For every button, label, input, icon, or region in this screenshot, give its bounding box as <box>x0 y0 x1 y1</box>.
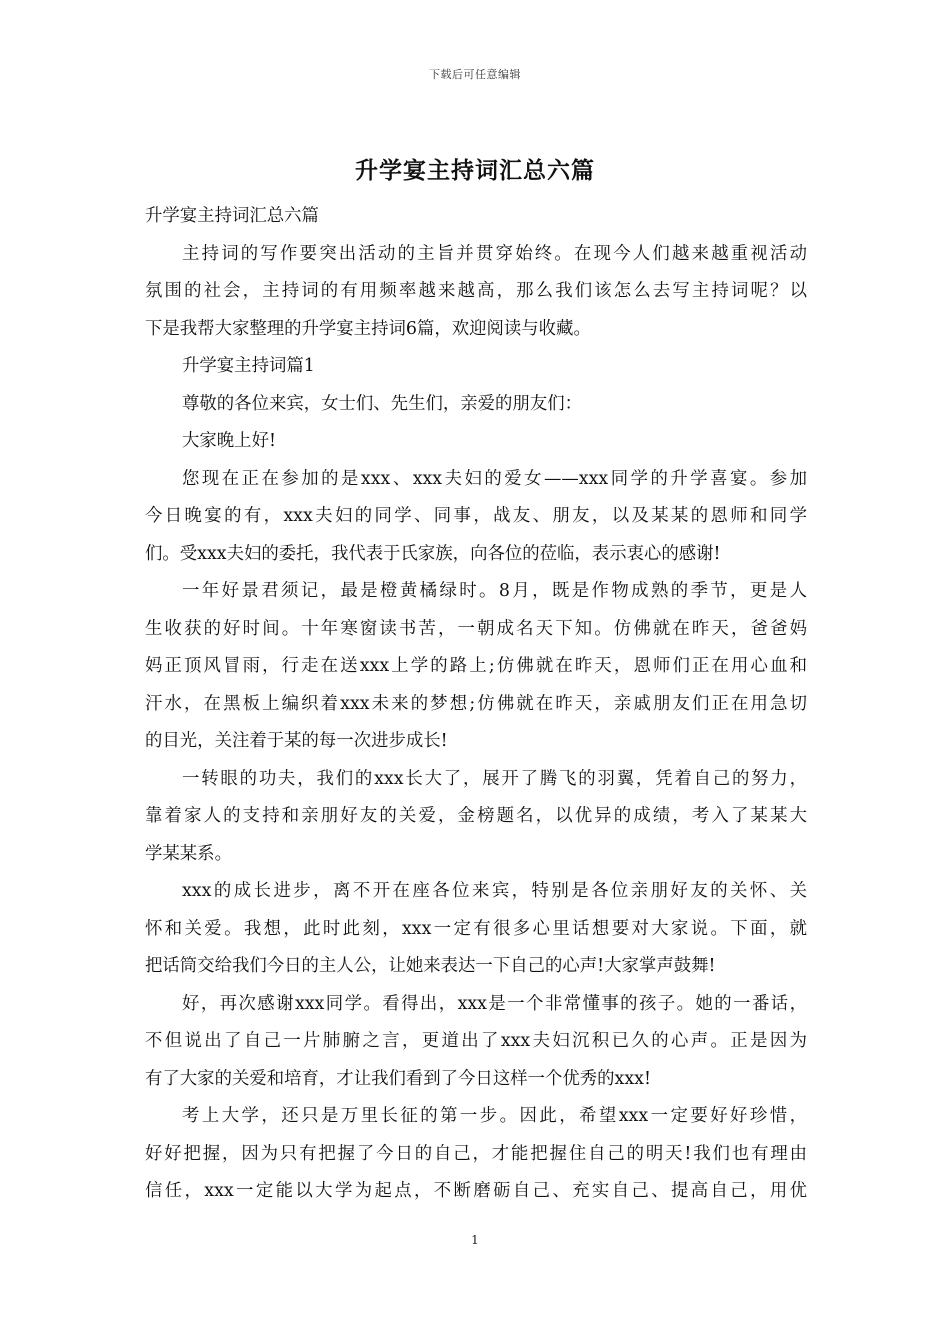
text-line: xxx的成长进步，离不开在座各位来宾，特别是各位亲朋好友的关怀、关 <box>182 881 807 901</box>
text-line: 大家晚上好! <box>182 431 276 451</box>
text-line: 们。受xxx夫妇的委托，我代表于氏家族，向各位的莅临，表示衷心的感谢! <box>145 543 721 564</box>
header-note: 下载后可任意编辑 <box>429 68 521 81</box>
text-line: 您现在正在参加的是xxx、xxx夫妇的爱女——xxx同学的升学喜宴。参加 <box>182 468 807 489</box>
document-body <box>145 198 807 1211</box>
text-line: 信任，xxx一定能以大学为起点，不断磨砺自己、充实自己、提高自己，用优 <box>145 1181 807 1201</box>
text-line: 升学宴主持词篇1 <box>182 356 315 376</box>
text-line: 氛围的社会，主持词的有用频率越来越高，那么我们该怎么去写主持词呢？以 <box>145 281 807 301</box>
text-line: 一年好景君须记，最是橙黄橘绿时。8月，既是作物成熟的季节，更是人 <box>182 581 807 601</box>
page-number: 1 <box>471 1233 479 1247</box>
text-line: 升学宴主持词汇总六篇 <box>145 206 319 226</box>
text-line: 尊敬的各位来宾，女士们、先生们，亲爱的朋友们： <box>182 393 582 414</box>
text-line: 今日晚宴的有，xxx夫妇的同学、同事，战友、朋友，以及某某的恩师和同学 <box>145 506 807 526</box>
text-line: 怀和关爱。我想，此时此刻，xxx一定有很多心里话想要对大家说。下面，就 <box>145 918 807 939</box>
text-line: 生收获的好时间。十年寒窗读书苦，一朝成名天下知。仿佛就在昨天，爸爸妈 <box>145 618 807 639</box>
document-title: 升学宴主持词汇总六篇 <box>355 157 595 184</box>
text-line: 的目光，关注着于某的每一次进步成长! <box>145 731 448 751</box>
text-line: 靠着家人的支持和亲朋好友的关爱，金榜题名，以优异的成绩，考入了某某大 <box>145 806 807 826</box>
text-line: 考上大学，还只是万里长征的第一步。因此，希望xxx一定要好好珍惜， <box>182 1106 807 1126</box>
text-line: 有了大家的关爱和培育，才让我们看到了今日这样一个优秀的xxx! <box>145 1068 651 1089</box>
text-line: 下是我帮大家整理的升学宴主持词6篇，欢迎阅读与收藏。 <box>145 318 591 339</box>
text-line: 好好把握，因为只有把握了今日的自己，才能把握住自己的明天!我们也有理由 <box>145 1143 807 1164</box>
text-line: 不但说出了自己一片肺腑之言，更道出了xxx夫妇沉积已久的心声。正是因为 <box>145 1031 807 1051</box>
text-line: 妈正顶风冒雨，行走在送xxx上学的路上;仿佛就在昨天，恩师们正在用心血和 <box>145 656 807 676</box>
text-line: 好，再次感谢xxx同学。看得出，xxx是一个非常懂事的孩子。她的一番话， <box>182 993 807 1014</box>
text-line: 主持词的写作要突出活动的主旨并贯穿始终。在现今人们越来越重视活动 <box>182 243 807 264</box>
text-line: 把话筒交给我们今日的主人公，让她来表达一下自己的心声!大家掌声鼓舞! <box>145 956 716 976</box>
text-line: 一转眼的功夫，我们的xxx长大了，展开了腾飞的羽翼，凭着自己的努力， <box>182 768 807 789</box>
text-line: 学某某系。 <box>145 843 232 864</box>
text-line: 汗水，在黑板上编织着xxx未来的梦想;仿佛就在昨天，亲戚朋友们正在用急切 <box>145 693 807 714</box>
